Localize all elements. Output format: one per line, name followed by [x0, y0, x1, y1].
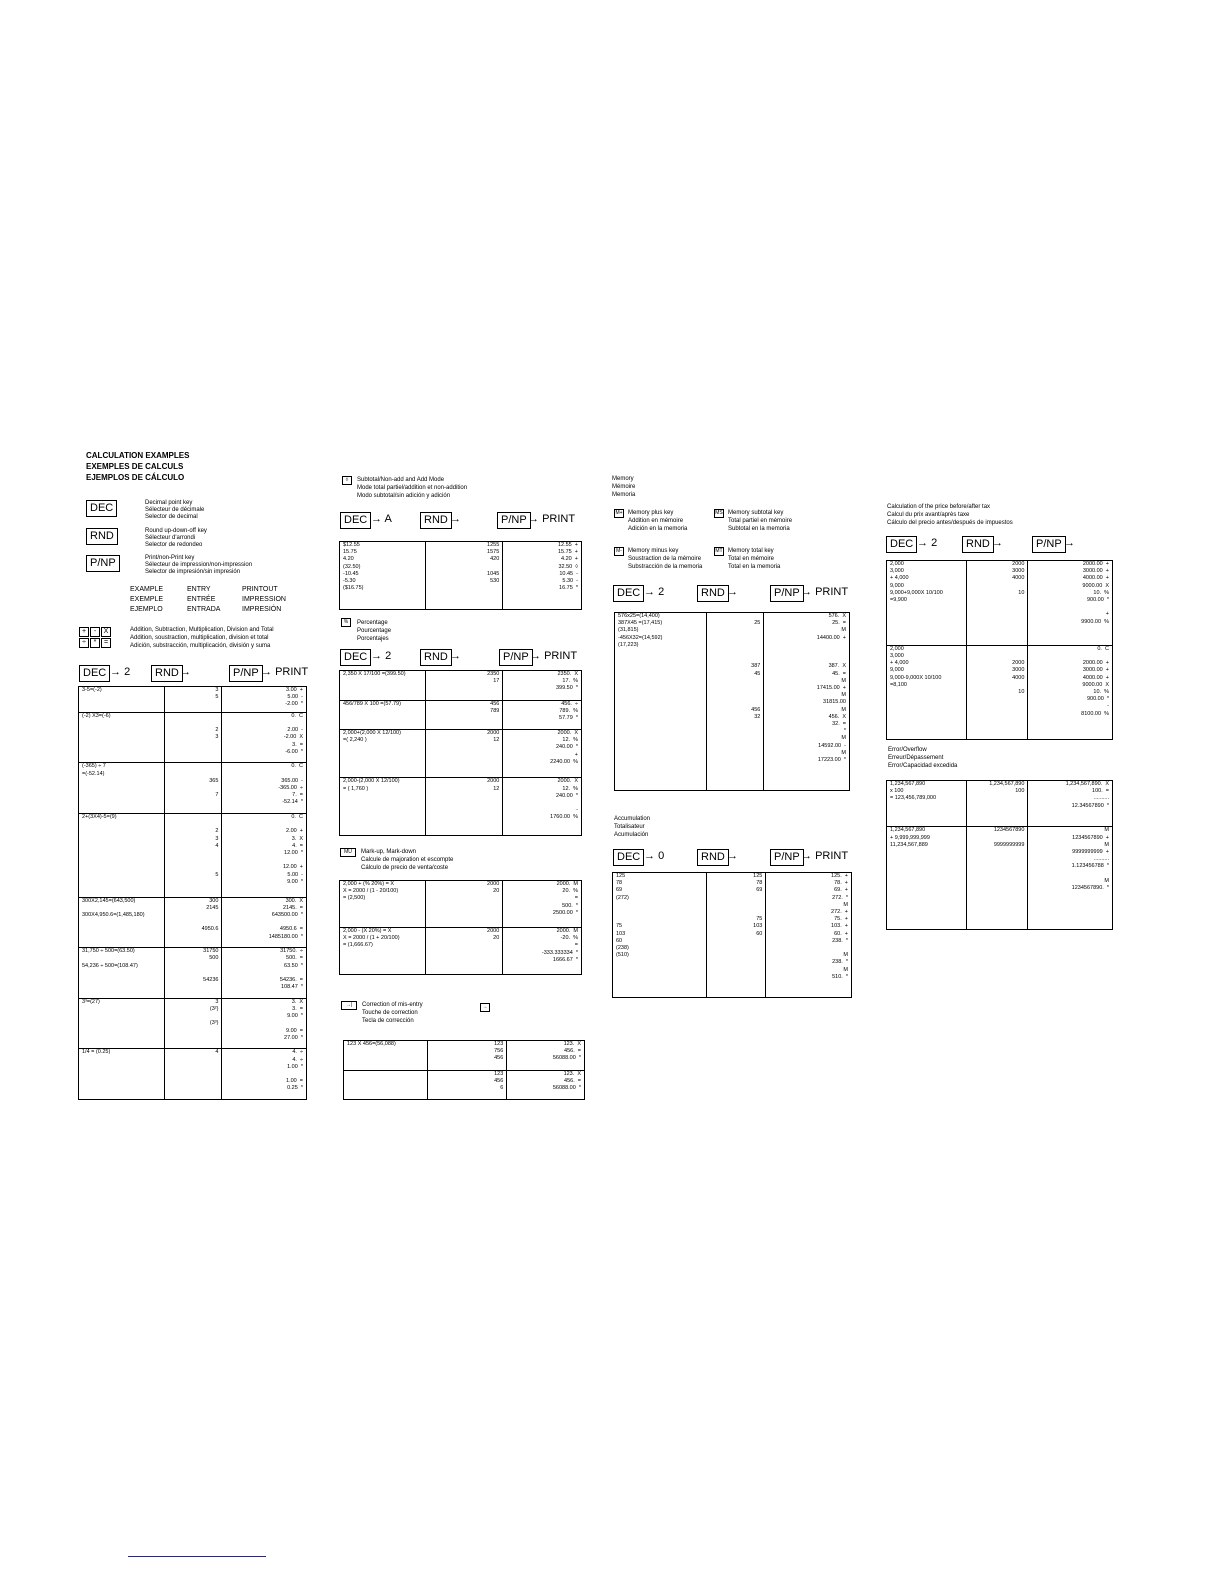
entry-cell: 1234567890 9999999999 [966, 827, 1028, 930]
printout-cell: 2000. M -20. % = -333.333334 * 1666.67 * [503, 928, 582, 975]
table-row [344, 1041, 585, 1071]
example-cell: 1,234,567,890 x 100 = 123,456,789,000 [887, 781, 967, 827]
entry-cell: 2350 17 [425, 671, 503, 701]
setting3-rnd-arrow: → [450, 650, 461, 662]
legend-example-fr: EXEMPLE [130, 596, 164, 603]
printout-cell: 3.00 + 5.00 - -2.00 * [222, 687, 307, 713]
setting5-dec-value: → 0 [644, 850, 665, 862]
entry-cell: 2 3 [164, 712, 222, 763]
mplus-desc-2: Addition en mémoire [628, 518, 684, 524]
entry-cell: 2000 3000 4000 10 [966, 561, 1028, 646]
table-row [79, 998, 307, 1049]
legend-printout: PRINTOUT [242, 586, 278, 593]
table-row [340, 542, 582, 610]
ops-desc-2: Addition, soustraction, multiplication, division et total [130, 635, 269, 641]
printout-cell: 0. C 2.00 + 3. X 4. = 12.00 * 12.00 + 5.00 - 9.00 * [222, 814, 307, 898]
markup-desc-2: Calcule de majoration et escompte [361, 857, 454, 863]
setting5-pnp: P/NP [770, 849, 804, 866]
mplus-desc-3: Adición en la memoria [628, 526, 688, 532]
pnp-key: P/NP [86, 555, 120, 572]
legend-entry-es: ENTRADA [187, 606, 221, 613]
col2-markup-table [339, 880, 582, 975]
col1-calc-table [78, 686, 307, 1100]
setting4-dec-value: → 2 [644, 586, 665, 598]
pnp-desc-3: Selector de impresión/sin impresión [145, 569, 241, 575]
setting2-print: → PRINT [528, 513, 576, 525]
memory-title-1: Memory [612, 476, 634, 482]
pnp-desc-1: Print/non-Print key [145, 555, 195, 561]
dec-desc-2: Sélecteur de décimale [145, 507, 205, 513]
percent-desc-2: Pourcentage [357, 628, 392, 634]
minus-key-icon: - [90, 627, 100, 637]
entry-cell: 365 7 [164, 763, 222, 814]
entry-cell: 2000 20 [425, 881, 502, 928]
printout-cell: 31750. ÷ 500. = 63.50 * 54236. = 108.47 * [222, 948, 307, 999]
entry-cell: 125 78 69 75 103 60 [706, 873, 766, 998]
setting5-dec: DEC [613, 849, 644, 866]
setting2-pnp: P/NP [497, 512, 531, 529]
table-row [887, 781, 1113, 827]
equals-key-icon: = [101, 638, 111, 648]
entry-cell: 2000 20 [425, 928, 502, 975]
table-row [79, 814, 307, 898]
table-row [887, 645, 1113, 739]
ms-desc-3: Subtotal en la memoria [728, 526, 790, 532]
entry-cell: 4 [164, 1049, 222, 1100]
rnd-desc-1: Round up-down-off key [145, 528, 207, 534]
plus-key-icon: + [79, 627, 89, 637]
printout-cell: 0. C 2000.00 + 3000.00 + 4000.00 + 9000.00 X 10. % 900.00 * - 8100.00 % [1028, 645, 1113, 739]
subtotal-desc-1: Subtotal/Non-add and Add Mode [357, 477, 445, 483]
correction-desc-3: Tecla de corrección [362, 1018, 414, 1024]
col4-price-table [886, 560, 1113, 740]
setting6-rnd: RND [962, 536, 994, 553]
memory-title-2: Mémoire [612, 484, 636, 490]
legend-printout-es: IMPRESIÓN [242, 606, 282, 613]
setting5-rnd: RND [697, 849, 729, 866]
setting-rnd: RND [151, 665, 183, 682]
printout-cell: 2000. X 12. % 240.00 * + 2240.00 % [503, 730, 582, 778]
example-cell: 300X2,145=(643,500) 300X4,950.6=(1,485,180) [79, 897, 165, 948]
example-cell: (-2) X3=(-6) [79, 712, 165, 763]
subtotal-key-icon: ◊ [342, 476, 352, 485]
entry-cell: 25 387 45 456 32 [706, 613, 764, 791]
printout-cell: 1,234,567,890. X 100. = .......... 12.34567890 * [1028, 781, 1113, 827]
rnd-desc-2: Sélecteur d'arrondi [145, 535, 196, 541]
mplus-desc-1: Memory plus key [628, 510, 674, 516]
printout-cell: 2000. M 20. % = 500. * 2500.00 * [503, 881, 582, 928]
col3-memory-table [614, 612, 850, 791]
table-row [340, 881, 582, 928]
entry-cell: 123 456 6 [427, 1070, 507, 1100]
setting-dec-value: → 2 [110, 666, 131, 678]
setting6-dec-value: → 2 [917, 537, 938, 549]
entry-cell: 3 (3²) (3³) [164, 998, 222, 1049]
example-cell [344, 1070, 428, 1100]
printout-cell: 123. X 456. = 56088.00 * [507, 1041, 585, 1071]
example-cell: 2,000-(2,000 X 12/100) = ( 1,760 ) [340, 778, 426, 836]
printout-cell: 0. C 365.00 - -365.00 ÷ 7. = -52.14 * [222, 763, 307, 814]
price-title-2: Calcul du prix avant/après taxe [887, 512, 970, 518]
example-cell: 2,000 3,000 + 4,000 9,000 9,000-9,000X 10/100 =8,100 [887, 645, 967, 739]
setting3-rnd: RND [420, 649, 452, 666]
multiply-key-icon: X [101, 627, 111, 637]
setting2-rnd-arrow: → [450, 513, 461, 525]
memory-total-key-icon: MT [715, 548, 723, 554]
table-row [615, 613, 850, 791]
entry-cell: 1255 1575 420 1045 530 [425, 542, 503, 610]
setting4-rnd-arrow: → [727, 586, 738, 598]
legend-example-es: EJEMPLO [130, 606, 163, 613]
mt-desc-3: Total en la memoria [728, 564, 781, 570]
col4-error-table [886, 780, 1113, 930]
table-row [340, 928, 582, 975]
correction-arrow-icon: → [480, 1003, 490, 1012]
setting3-dec-value: → 2 [371, 650, 392, 662]
setting3-print: → PRINT [530, 650, 578, 662]
printout-cell: 3. X 3. = 9.00 * 9.00 = 27.00 * [222, 998, 307, 1049]
example-cell: 125 78 69 (272) 75 103 60 (238) (510) [613, 873, 707, 998]
legend-example: EXAMPLE [130, 586, 164, 593]
memory-minus-key-icon: M- [614, 547, 624, 556]
mt-desc-2: Total en mémoire [728, 556, 775, 562]
example-cell: 2,350 X 17/100 =(399.50) [340, 671, 426, 701]
table-row [887, 827, 1113, 930]
percent-desc-1: Percentage [357, 620, 388, 626]
correction-desc-1: Correction of mis-entry [362, 1002, 423, 1008]
table-row [79, 712, 307, 763]
error-title-2: Erreur/Dépassement [888, 755, 944, 761]
col2-correction-table [343, 1040, 585, 1100]
example-cell: 2,000 + (% 20%) = X X = 2000 / (1 - 20/100) = (2,500) [340, 881, 426, 928]
percent-key-icon: % [341, 618, 351, 627]
setting3-pnp: P/NP [499, 649, 533, 666]
printout-cell: 2000.00 + 3000.00 + 4000.00 + 9000.00 X 10. % 900.00 * + 9900.00 % [1028, 561, 1113, 646]
entry-cell: 123 756 456 [427, 1041, 507, 1071]
pnp-desc-2: Sélecteur de impression/non-impression [145, 562, 253, 568]
correction-desc-2: Touche de correction [362, 1010, 418, 1016]
example-cell: 2,000 - (X 20%) = X X = 2000 / (1 + 20/100) = (1,666.67) [340, 928, 426, 975]
entry-cell: 2000 12 [425, 730, 503, 778]
correction-key-icon: →| [341, 1001, 357, 1010]
entry-cell: 300 2145 4950.6 [164, 897, 222, 948]
divide-key-icon: ÷ [79, 638, 89, 648]
subtotal-desc-3: Modo subtotal/sin adición y adición [357, 493, 451, 499]
entry-cell: 1,234,567,890 100 [966, 781, 1028, 827]
printout-cell: 125. + 78. + 69. + 272. * M 272. + 75. + 103. + 60. + 238. * M 238. * M 510. * [766, 873, 852, 998]
setting-dec: DEC [79, 665, 110, 682]
setting4-rnd: RND [697, 585, 729, 602]
ms-desc-1: Memory subtotal key [728, 510, 784, 516]
mminus-desc-1: Memory minus key [628, 548, 679, 554]
setting5-print: → PRINT [801, 850, 849, 862]
mt-desc-1: Memory total key [728, 548, 774, 554]
price-title-3: Cálculo del precio antes/después de impuestos [887, 520, 1013, 526]
price-title-1: Calculation of the price before/after tax [887, 504, 991, 510]
col2-subtotal-table [339, 541, 582, 610]
setting4-dec: DEC [613, 585, 644, 602]
entry-cell: 456 789 [425, 700, 503, 730]
entry-cell: 2 3 4 5 [164, 814, 222, 898]
setting2-dec: DEC [340, 512, 371, 529]
printout-cell: 4. ÷ 4. ÷ 1.00 * 1.00 = 0.25 * [222, 1049, 307, 1100]
markup-desc-3: Cálculo de precio de venta/coste [361, 865, 449, 871]
printout-cell: 456. ÷ 789. % 57.79 * [503, 700, 582, 730]
col2-percent-table [339, 670, 582, 836]
memory-plus-key-icon: M+ [615, 510, 623, 516]
setting-rnd-arrow: → [180, 666, 191, 678]
mminus-desc-2: Soustraction de la mémoire [628, 556, 702, 562]
percent-desc-3: Porcentajes [357, 636, 389, 642]
table-row [613, 873, 852, 998]
example-cell: 576x25=(14,400) 387X45 =(17,415) (31,815) -456X32=(14,592) (17,223) [615, 613, 707, 791]
example-cell: 2,000 3,000 + 4,000 9,000 9,000+9,000X 10/100 =9,900 [887, 561, 967, 646]
legend-entry: ENTRY [187, 586, 211, 593]
title-en: CALCULATION EXAMPLES [86, 451, 190, 460]
dec-desc-1: Decimal point key [145, 500, 193, 506]
setting6-arrow: → [1064, 537, 1075, 549]
ms-desc-2: Total partiel en mémoire [728, 518, 793, 524]
accum-title-1: Accumulation [614, 816, 651, 822]
dec-key: DEC [86, 500, 117, 517]
setting2-rnd: RND [420, 512, 452, 529]
title-fr: EXEMPLES DE CALCULS [86, 462, 184, 471]
printout-cell: 300. X 2145. = 643500.00 * 4950.6 = 1485180.00 * [222, 897, 307, 948]
operation-keys-icon [79, 627, 111, 648]
legend-printout-fr: IMPRESSION [242, 596, 286, 603]
setting4-pnp: P/NP [770, 585, 804, 602]
rnd-key: RND [86, 528, 118, 545]
accum-title-2: Totalisateur [614, 824, 645, 830]
markup-key-icon: MU [340, 848, 356, 857]
legend-entry-fr: ENTRÉE [187, 596, 216, 603]
example-cell: 1,234,567,890 + 9,999,999,999 11,234,567,889 [887, 827, 967, 930]
printout-cell: 12.55 + 15.75 + 4.20 + 32.50 ◊ 10.45 - 5.30 - 16.75 * [503, 542, 582, 610]
entry-cell: 3 5 [164, 687, 222, 713]
example-cell: 123 X 456=(56,088) [344, 1041, 428, 1071]
setting6-pnp: P/NP [1032, 536, 1066, 553]
ops-desc-1: Addition, Subtraction, Multiplication, Division and Total [130, 627, 274, 633]
memory-subtotal-key-icon: MS [715, 510, 723, 516]
legend-es [130, 605, 282, 614]
setting6-dec: DEC [886, 536, 917, 553]
rnd-desc-3: Selector de redondeo [145, 542, 203, 548]
table-row [340, 730, 582, 778]
example-cell: 456/789 X 100 =(57.79) [340, 700, 426, 730]
table-row [344, 1070, 585, 1100]
entry-cell: 2000 3000 4000 10 [966, 645, 1028, 739]
example-cell: 3-5=(-2) [79, 687, 165, 713]
legend-en [130, 585, 278, 594]
setting4-print: → PRINT [801, 586, 849, 598]
example-cell: 2+(3X4)-5=(9) [79, 814, 165, 898]
printout-cell: 2350. X 17. % 399.50 * [503, 671, 582, 701]
ops-desc-3: Adición, substracción, multiplicación, división y suma [130, 643, 271, 649]
table-row [79, 763, 307, 814]
accum-title-3: Acumulación [614, 832, 649, 838]
printout-cell: 2000. X 12. % 240.00 * - 1760.00 % [503, 778, 582, 836]
entry-cell: 2000 12 [425, 778, 503, 836]
title-es: EJEMPLOS DE CÁLCULO [86, 473, 185, 482]
table-row [340, 671, 582, 701]
mminus-desc-3: Substracción de la memoria [628, 564, 703, 570]
example-cell: 3³=(27) [79, 998, 165, 1049]
printout-cell: 123. X 456. = 56088.00 * [507, 1070, 585, 1100]
table-row [79, 897, 307, 948]
setting-print: → PRINT [261, 666, 309, 678]
setting6-rnd-arrow: → [992, 537, 1003, 549]
example-cell: (-365) ÷ 7 =(-52.14) [79, 763, 165, 814]
table-row [79, 1049, 307, 1100]
example-cell: 31,750 ÷ 500=(63.50) 54,236 ÷ 500=(108.47) [79, 948, 165, 999]
total-key-icon: * [90, 638, 100, 648]
error-title-1: Error/Overflow [888, 747, 927, 753]
setting5-rnd-arrow: → [727, 850, 738, 862]
setting-pnp: P/NP [229, 665, 263, 682]
table-row [79, 948, 307, 999]
col3-accum-table [612, 872, 852, 998]
markup-desc-1: Mark-up, Mark-down [361, 849, 417, 855]
table-row [79, 687, 307, 713]
entry-cell: 31750 500 54236 [164, 948, 222, 999]
table-row [340, 778, 582, 836]
setting2-dec-value: → A [371, 513, 392, 525]
example-cell: 1/4 = (0.25) [79, 1049, 165, 1100]
error-title-3: Error/Capacidad excedida [888, 763, 958, 769]
dec-desc-3: Selector de decimal [145, 514, 198, 520]
footer-link-underline [128, 1556, 266, 1557]
example-cell: 2,000+(2,000 X 12/100) =( 2,240 ) [340, 730, 426, 778]
table-row [887, 561, 1113, 646]
table-row [340, 700, 582, 730]
printout-cell: 576. X 25. = M 14400.00 + 387. X 45. = M 17415.00 + M 31815.00 M 456. X 32. = * M 14592.00 - M 17223.00 * [764, 613, 850, 791]
setting3-dec: DEC [340, 649, 371, 666]
printout-cell: M 1234567890 + M 9999999999 + .......... 1.123456788 * M 1234567890. * [1028, 827, 1113, 930]
legend-fr [130, 595, 286, 604]
example-cell: $12.55 15.75 4.20 (32.50) -10.45 -5.30 ($16.75) [340, 542, 426, 610]
printout-cell: 0. C 2.00 - -2.00 X 3. = -6.00 * [222, 712, 307, 763]
subtotal-desc-2: Mode total partiel/addition et non-addition [357, 485, 468, 491]
memory-title-3: Memoria [612, 492, 636, 498]
